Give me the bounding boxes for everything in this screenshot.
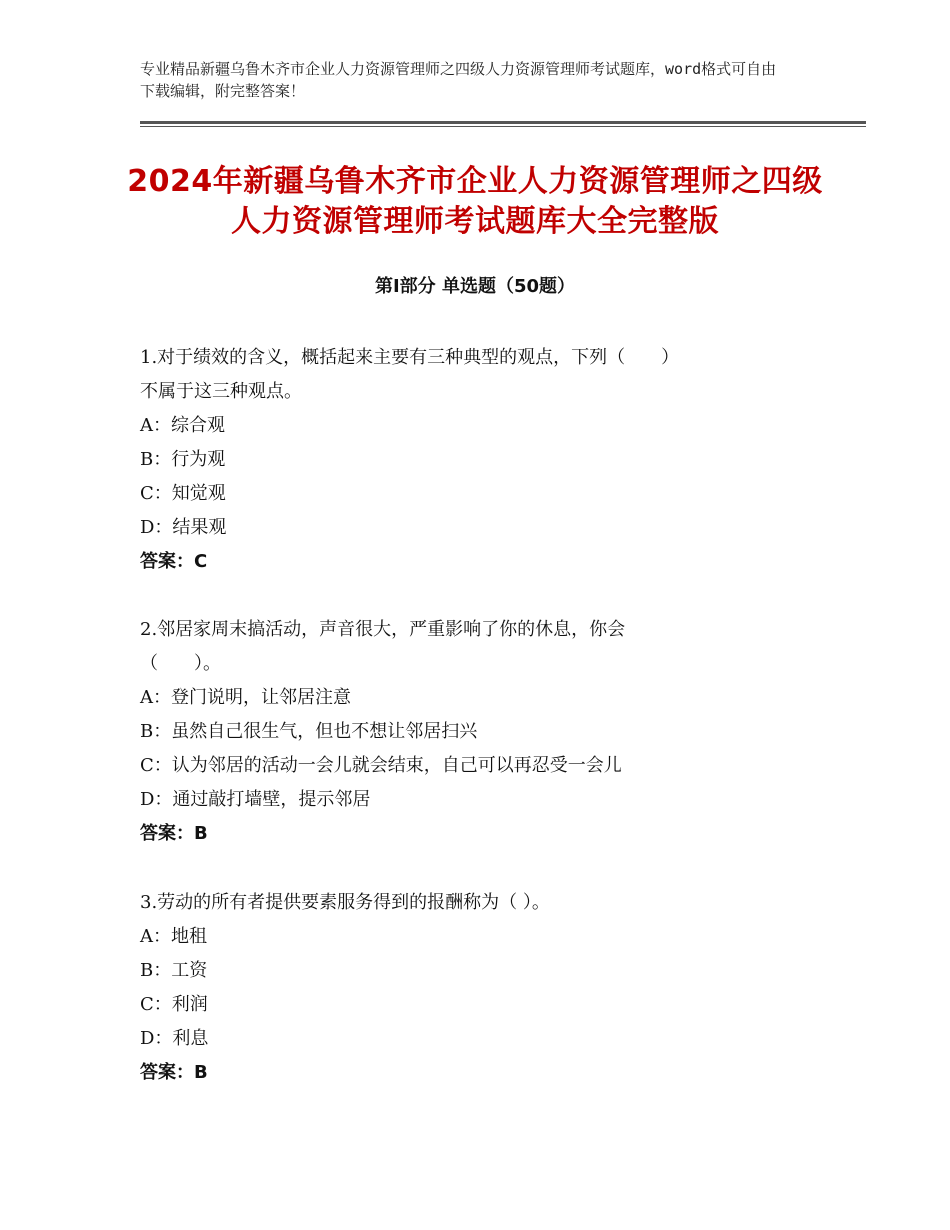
question-stem-continued: （ ）。 (140, 653, 221, 674)
option-a: A：地租 (140, 926, 207, 947)
section-title: 第Ⅰ部分 单选题（50题） (374, 276, 575, 297)
header-rule-thin (140, 126, 866, 127)
option-c: C：知觉观 (140, 483, 226, 504)
answer: 答案：B (140, 823, 208, 844)
question-stem-continued: 不属于这三种观点。 (140, 381, 302, 402)
option-a: A：登门说明，让邻居注意 (140, 687, 351, 708)
option-a: A：综合观 (140, 415, 225, 436)
option-b: B：行为观 (140, 449, 226, 470)
question-3 (140, 886, 800, 1090)
question-stem: 3.劳动的所有者提供要素服务得到的报酬称为（ ）。 (140, 892, 550, 913)
option-b: B：虽然自己很生气，但也不想让邻居扫兴 (140, 721, 478, 742)
option-b: B：工资 (140, 960, 208, 981)
option-d: D：结果观 (140, 517, 227, 538)
question-stem: 1.对于绩效的含义，概括起来主要有三种典型的观点，下列（ ） (140, 347, 680, 368)
answer: 答案：C (140, 551, 208, 572)
option-c: C：认为邻居的活动一会儿就会结束，自己可以再忍受一会儿 (140, 755, 622, 776)
option-d: D：通过敲打墙壁，提示邻居 (140, 789, 371, 810)
header-rule-thick (140, 121, 866, 124)
document-title: 2024年新疆乌鲁木齐市企业人力资源管理师之四级人力资源管理师考试题库大全完整版 (127, 164, 823, 239)
question-1 (140, 341, 800, 579)
header-note: 专业精品新疆乌鲁木齐市企业人力资源管理师之四级人力资源管理师考试题库，word格式可自由下载编辑，附完整答案！ (140, 60, 777, 100)
question-stem: 2.邻居家周末搞活动，声音很大，严重影响了你的休息，你会 (140, 619, 626, 640)
answer: 答案：B (140, 1062, 208, 1083)
option-d: D：利息 (140, 1028, 209, 1049)
option-c: C：利润 (140, 994, 208, 1015)
question-2 (140, 613, 800, 851)
